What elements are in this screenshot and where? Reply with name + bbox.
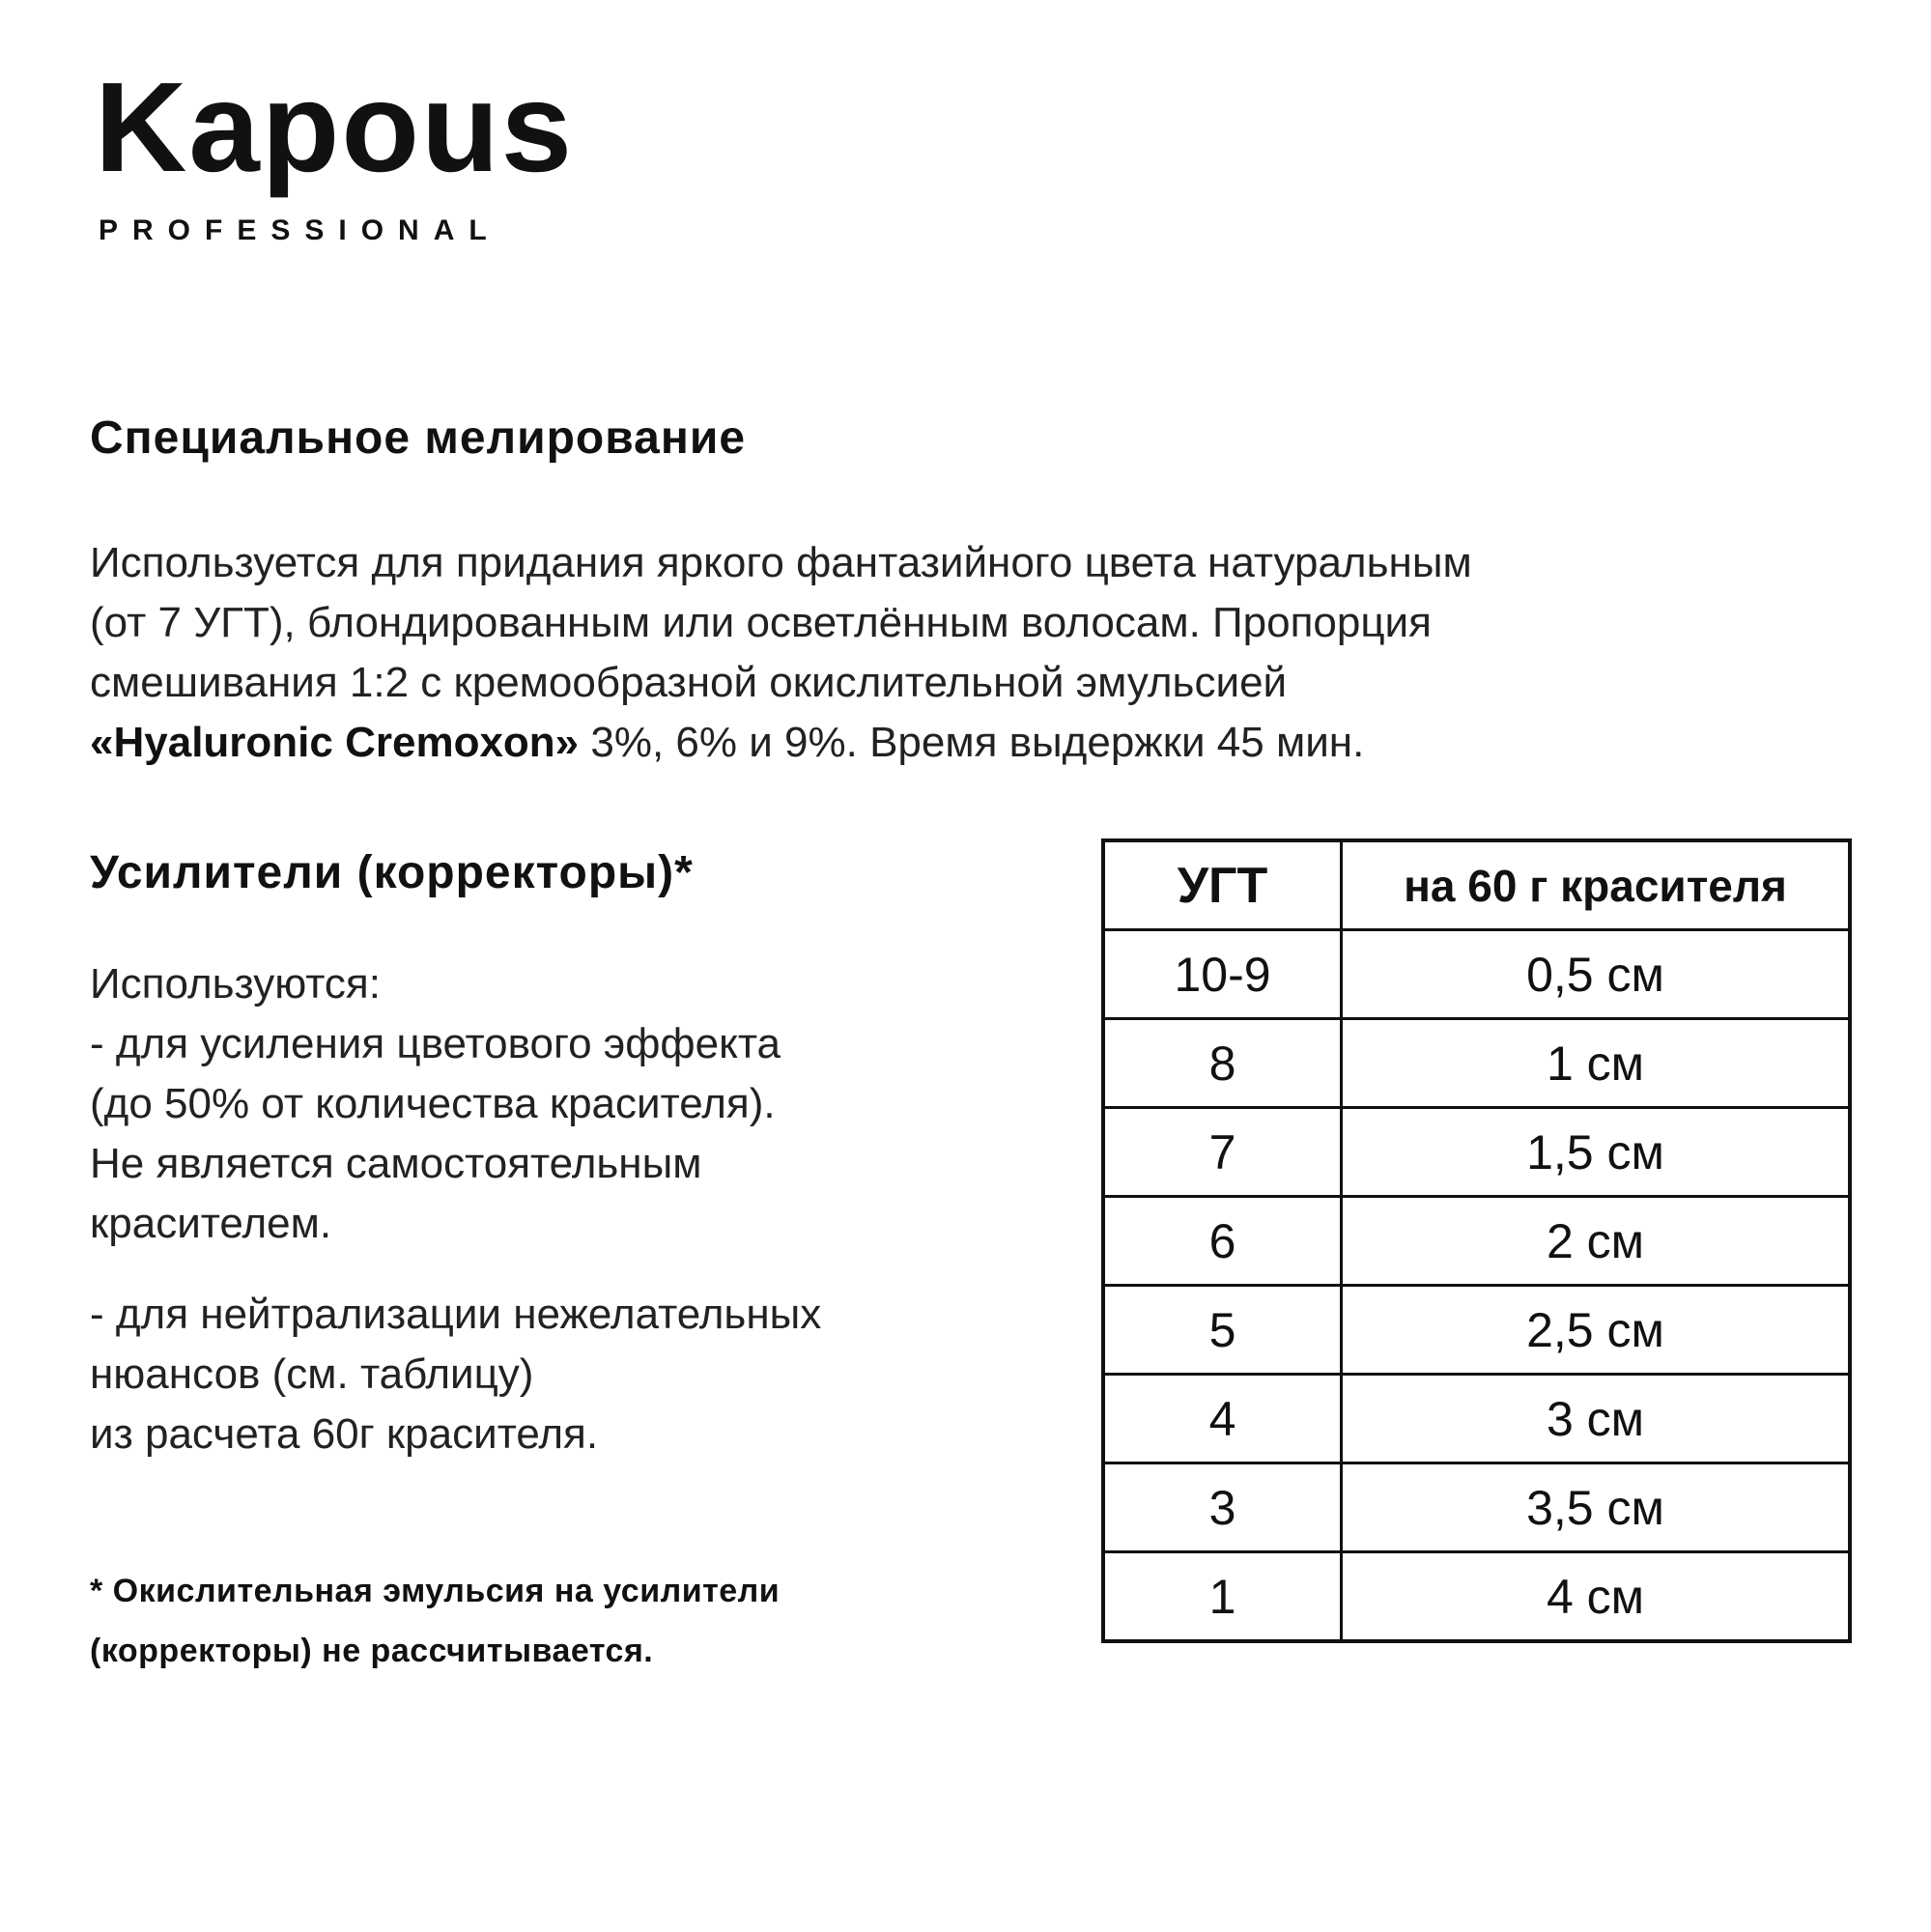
brand-logo — [95, 56, 575, 246]
table-row — [1103, 1019, 1850, 1108]
cell-amount: 0,5 см — [1342, 930, 1851, 1019]
use-item-1-line-4: красителем. — [90, 1200, 332, 1247]
use-item-1-line-1: - для усиления цветового эффекта — [90, 1020, 781, 1067]
uses-intro: Используются: — [90, 960, 381, 1008]
table-row — [1103, 1375, 1850, 1463]
cell-level: 4 — [1103, 1375, 1342, 1463]
use-item-2-line-2: нюансов (см. таблицу) — [90, 1350, 534, 1398]
use-item-2-line-1: - для нейтрализации нежелательных — [90, 1291, 822, 1338]
cell-level: 1 — [1103, 1552, 1342, 1642]
table-row — [1103, 1108, 1850, 1197]
cell-level: 3 — [1103, 1463, 1342, 1552]
cell-amount: 1,5 см — [1342, 1108, 1851, 1197]
footnote-line-1: * Окислительная эмульсия на усилители — [90, 1573, 781, 1609]
table-row — [1103, 930, 1850, 1019]
desc-line-4 — [90, 713, 1809, 773]
use-item-1-line-3: Не является самостоятельным — [90, 1140, 702, 1187]
cell-level: 7 — [1103, 1108, 1342, 1197]
table-header-row — [1103, 840, 1850, 930]
cell-level: 8 — [1103, 1019, 1342, 1108]
cell-amount: 1 см — [1342, 1019, 1851, 1108]
cell-level: 10-9 — [1103, 930, 1342, 1019]
highlighting-description — [90, 533, 1809, 773]
footnote — [90, 1561, 959, 1681]
dosage-table — [1101, 838, 1852, 1643]
cell-amount: 4 см — [1342, 1552, 1851, 1642]
desc-line-3: смешивания 1:2 с кремообразной окислительной эмульсией — [90, 659, 1288, 706]
cell-amount: 2 см — [1342, 1197, 1851, 1286]
header-amount: на 60 г красителя — [1342, 840, 1851, 930]
footnote-line-2: (корректоры) не рассчитывается. — [90, 1633, 654, 1669]
cell-level: 6 — [1103, 1197, 1342, 1286]
boosters-description — [90, 954, 1017, 1464]
desc-line-1: Используется для придания яркого фантазийного цвета натуральным — [90, 539, 1472, 586]
section-title-highlighting: Специальное мелирование — [90, 412, 747, 464]
cell-amount: 3,5 см — [1342, 1463, 1851, 1552]
use-item-2-line-3: из расчета 60г красителя. — [90, 1410, 599, 1458]
table-row — [1103, 1463, 1850, 1552]
table-row — [1103, 1286, 1850, 1375]
cell-amount: 2,5 см — [1342, 1286, 1851, 1375]
desc-line-4-rest: 3%, 6% и 9%. Время выдержки 45 мин. — [579, 719, 1365, 766]
product-name: «Hyaluronic Cremoxon» — [90, 719, 580, 766]
brand-name: Kapous — [95, 56, 575, 198]
brand-subtitle: PROFESSIONAL — [99, 214, 501, 246]
section-title-boosters: Усилители (корректоры)* — [90, 847, 694, 898]
use-item-1-line-2: (до 50% от количества красителя). — [90, 1080, 776, 1127]
desc-line-2: (от 7 УГТ), блондированным или осветлённым волосам. Пропорция — [90, 599, 1432, 646]
table-row — [1103, 1552, 1850, 1642]
header-level: УГТ — [1103, 840, 1342, 930]
cell-amount: 3 см — [1342, 1375, 1851, 1463]
table-row — [1103, 1197, 1850, 1286]
cell-level: 5 — [1103, 1286, 1342, 1375]
